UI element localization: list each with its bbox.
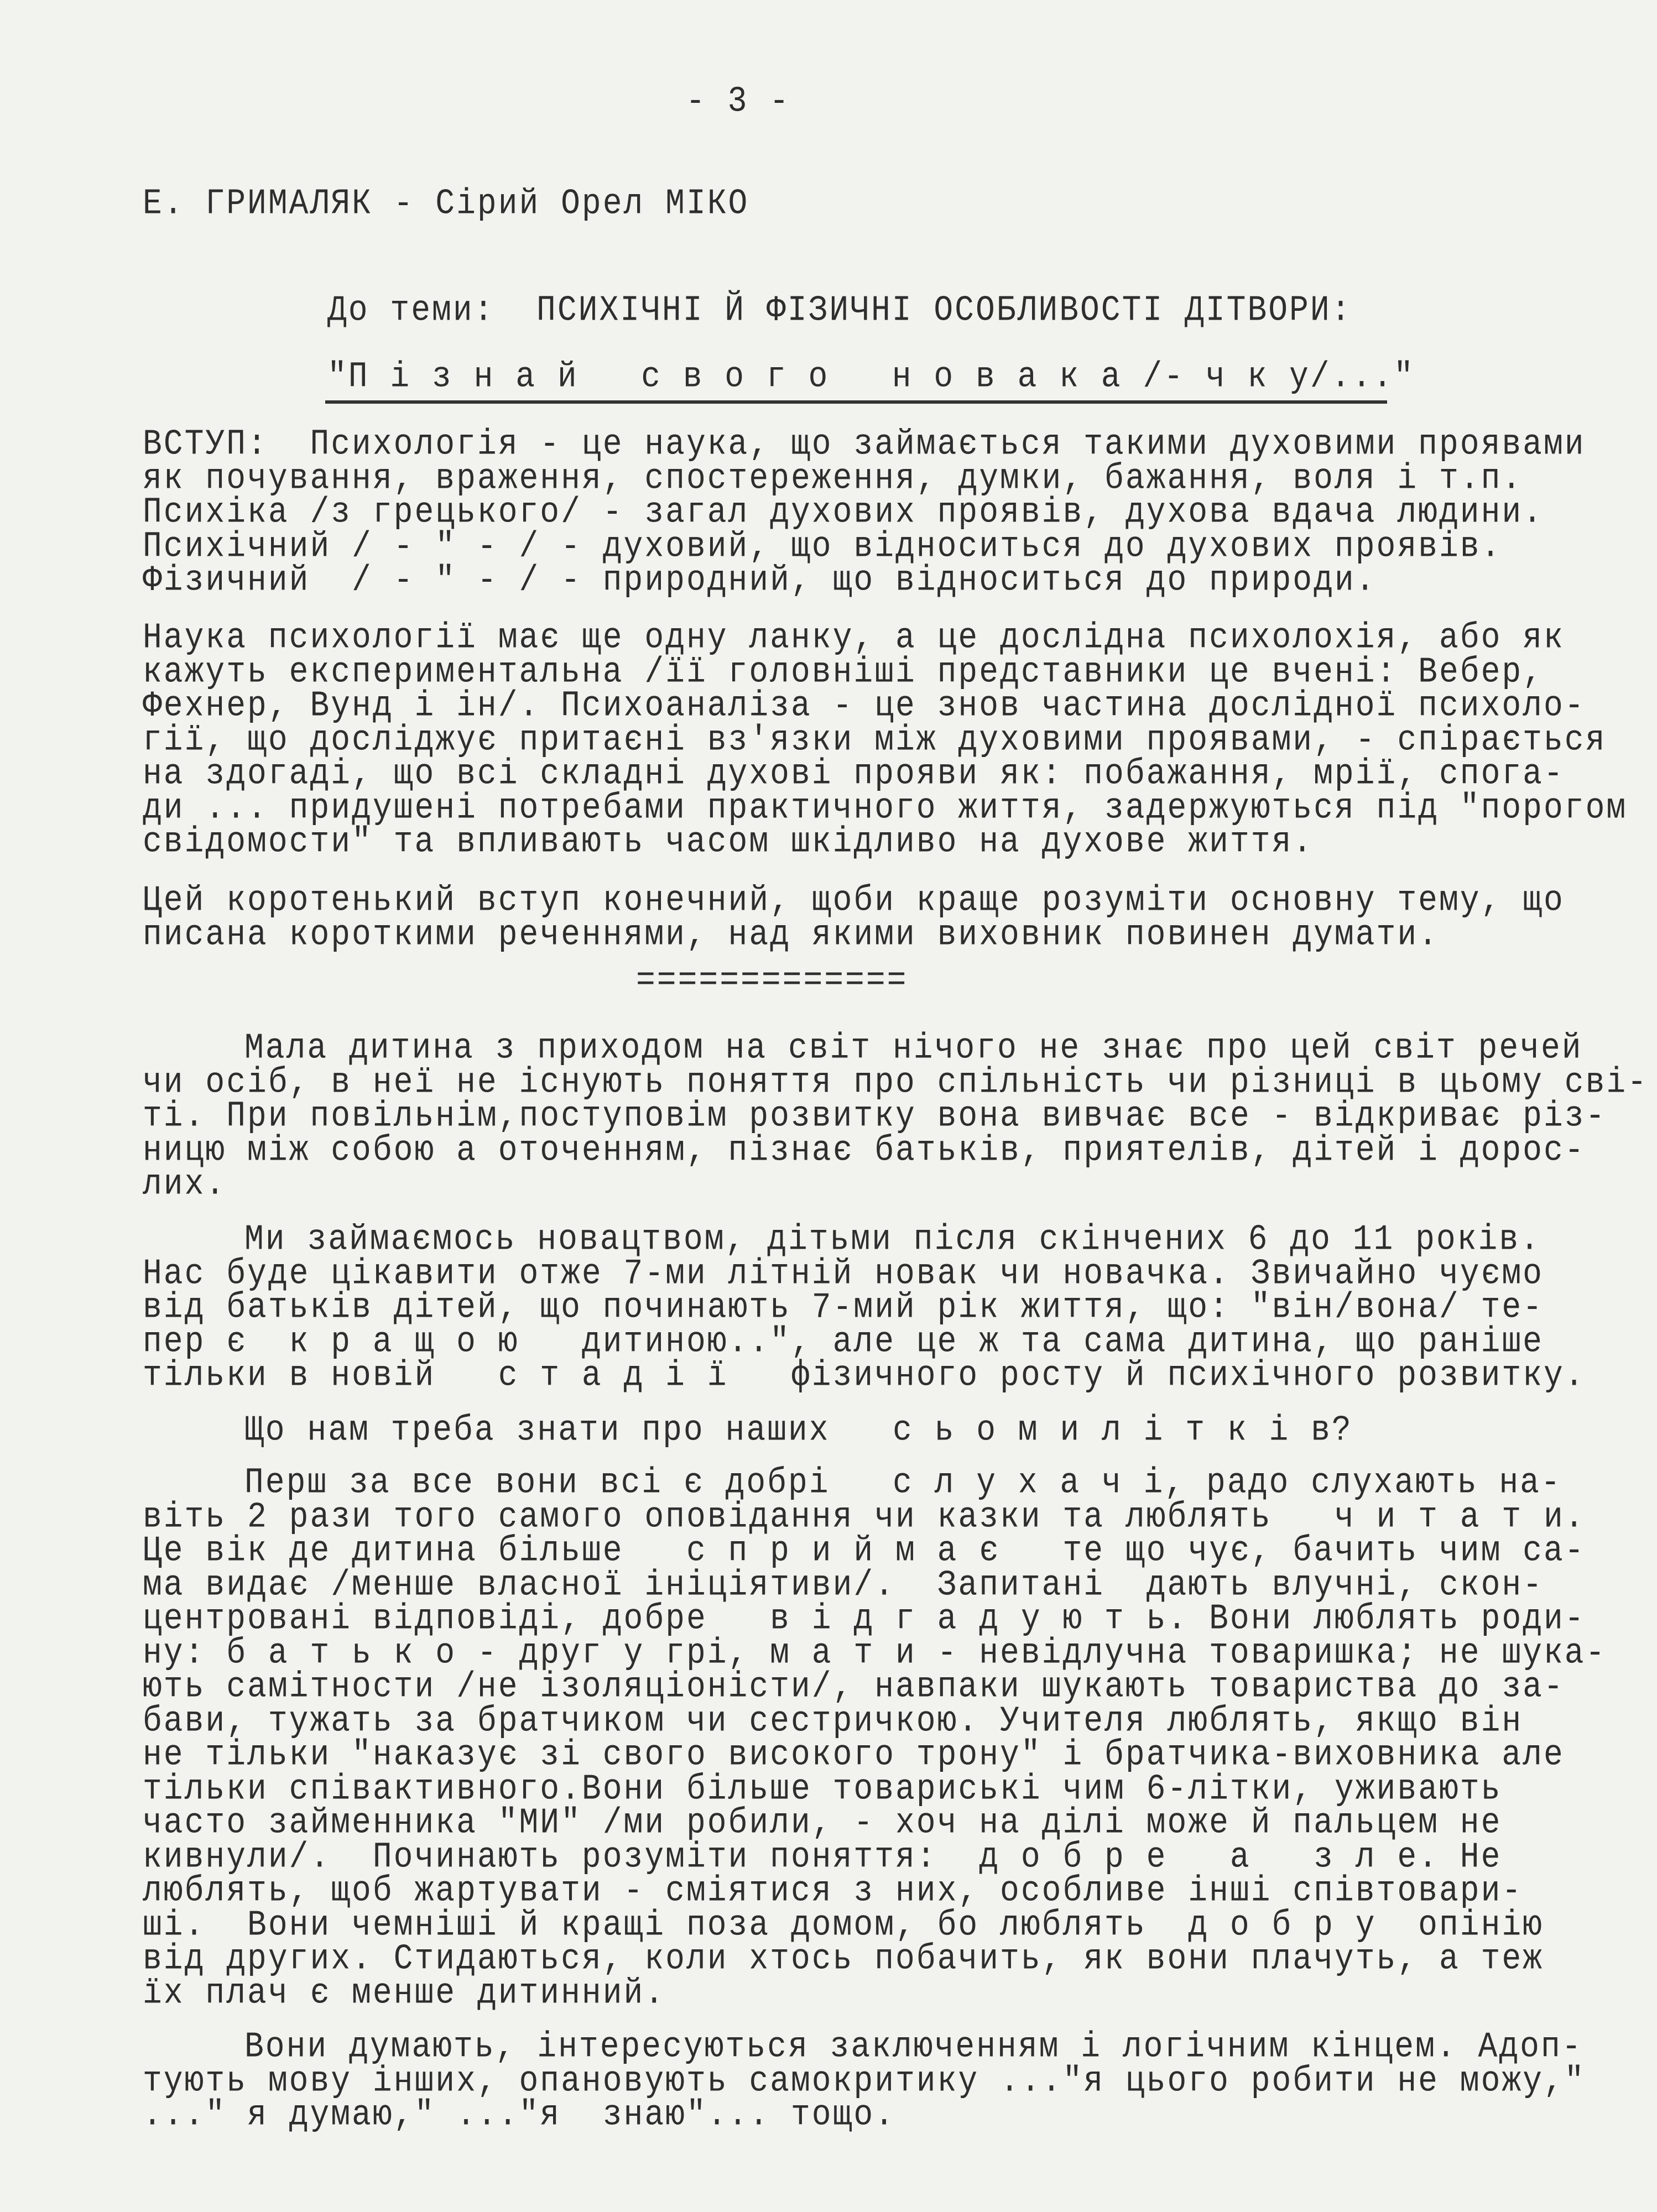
paragraph-small-child	[143, 1028, 1649, 1205]
text-line: віть 2 рази того самого оповідання чи казки та люблять ч и т а т и.	[143, 1497, 1586, 1538]
text-line: ..." я думаю," ..."я знаю"... тощо.	[143, 2095, 896, 2136]
text-line: тільки співактивного.Вони більше товариські чим 6-літки, уживають	[143, 1769, 1502, 1810]
text-line: писана короткими реченнями, над якими виховник повинен думати.	[143, 915, 1439, 956]
text-line: Вони думають, інтересуються заключенням і логічним кінцем. Адоп-	[244, 2027, 1583, 2068]
paragraph-listeners	[143, 1463, 1607, 2014]
text-line: гії, що досліджує притаєні вз'язки між духовими проявами, - спірається	[143, 720, 1607, 761]
text-line: ті. При повільнім,поступовім розвитку вона вивчає все - відкриває різ-	[143, 1096, 1607, 1137]
text-line: Що нам треба знати про наших с ь о м и л і т к і в?	[244, 1410, 1353, 1451]
text-line: Перш за все вони всі є добрі с л у х а ч і, радо слухають на-	[244, 1463, 1562, 1504]
topic-heading: До теми: ПСИХІЧНІ Й ФІЗИЧНІ ОСОБЛИВОСТІ ДІТВОРИ:	[327, 290, 1352, 331]
paragraph-cub-scouts	[143, 1219, 1586, 1396]
text-line: не тільки "наказує зі свого високого трону" і братчика-виховника але	[143, 1735, 1565, 1776]
text-line: кажуть експериментальна /її головніші представники це вчені: Вебер,	[143, 652, 1544, 693]
paragraph-science	[143, 618, 1628, 863]
author-line: Е. ГРИМАЛЯК - Сірий Орел МІКО	[143, 184, 749, 225]
document-title: "П і з н а й с в о г о н о в а к а /- ч к у/..."	[327, 357, 1415, 398]
paragraph-intro	[143, 424, 1586, 601]
text-line: часто займенника "МИ" /ми робили, - хоч на ділі може й пальцем не	[143, 1803, 1502, 1844]
text-line: тують мову інших, опановують самокритику ..."я цього робити не можу,"	[143, 2061, 1586, 2102]
text-line: свідомости" та впливають часом шкідливо на духове життя.	[143, 822, 1314, 863]
text-line: лих.	[143, 1164, 227, 1205]
text-line: Цей коротенький вступ конечний, щоби краще розуміти основну тему, що	[143, 880, 1565, 921]
text-line: пер є к р а щ о ю дитиною..", але це ж та сама дитина, що раніше	[143, 1322, 1544, 1363]
text-line: від других. Стидаються, коли хтось побачить, як вони плачуть, а теж	[143, 1939, 1544, 1980]
text-line: Фехнер, Вунд і ін/. Психоаналіза - це знов частина дослідної психоло-	[143, 686, 1586, 727]
text-line: ють самітности /не ізоляціоністи/, навпаки шукають товариства до за-	[143, 1667, 1565, 1708]
section-separator: =============	[636, 961, 908, 1001]
text-line: ші. Вони чемніші й кращі поза домом, бо люблять д о б р у опінію	[143, 1905, 1544, 1946]
text-line: Мала дитина з приходом на світ нічого не знає про цей світ речей	[244, 1028, 1583, 1069]
text-line: чи осіб, в неї не існують поняття про спільність чи різниці в цьому сві-	[143, 1062, 1649, 1103]
paragraph-question	[143, 1410, 1353, 1451]
text-line: бави, тужать за братчиком чи сестричкою. Учителя люблять, якщо він	[143, 1701, 1523, 1742]
text-line: від батьків дітей, що починають 7-мий рік життя, що: "він/вона/ те-	[143, 1287, 1544, 1328]
text-line: на здогаді, що всі складні духові прояви як: побажання, мрії, спога-	[143, 754, 1565, 795]
text-line: Психічний / - " - / - духовий, що відноситься до духових проявів.	[143, 526, 1502, 567]
text-line: Фізичний / - " - / - природний, що відноситься до природи.	[143, 560, 1377, 601]
text-line: Це вік де дитина більше с п р и й м а є те що чує, бачить чим са-	[143, 1531, 1586, 1572]
text-line: центровані відповіді, добре в і д г а д у ю т ь. Вони люблять роди-	[143, 1599, 1586, 1640]
page-number: - 3 -	[686, 81, 791, 122]
text-line: ди ... придушені потребами практичного життя, задержуються під "порогом	[143, 788, 1628, 829]
text-line: як почування, враження, спостереження, думки, бажання, воля і т.п.	[143, 458, 1523, 499]
text-line: тільки в новій с т а д і ї фізичного росту й психічного розвитку.	[143, 1355, 1586, 1396]
text-line: кивнули/. Починають розуміти поняття: д о б р е а з л е. Не	[143, 1837, 1502, 1878]
text-line: Наука психології має ще одну ланку, а це дослідна психолохія, або як	[143, 618, 1565, 659]
text-line: люблять, щоб жартувати - сміятися з них, особливе інші співтовари-	[143, 1871, 1523, 1912]
text-line: Нас буде цікавити отже 7-ми літній новак чи новачка. Звичайно чуємо	[143, 1254, 1544, 1295]
text-line: Ми займаємось новацтвом, дітьми після скінчених 6 до 11 років.	[244, 1219, 1541, 1260]
paragraph-thinking	[143, 2027, 1586, 2136]
text-line: ну: б а т ь к о - друг у грі, м а т и - невідлучна товаришка; не шука-	[143, 1633, 1607, 1674]
text-line: їх плач є менше дитинний.	[143, 1973, 666, 2014]
text-line: ВСТУП: Психологія - це наука, що займається такими духовими проявами	[143, 424, 1586, 465]
text-line: ма видає /менше власної ініціятиви/. Запитані дають влучні, скон-	[143, 1565, 1544, 1606]
paragraph-short-intro	[143, 880, 1565, 956]
text-line: Психіка /з грецького/ - загал духових проявів, духова вдача людини.	[143, 492, 1544, 533]
title-underline	[325, 400, 1387, 404]
text-line: ницю між собою а оточенням, пізнає батьків, приятелів, дітей і дорос-	[143, 1130, 1586, 1171]
